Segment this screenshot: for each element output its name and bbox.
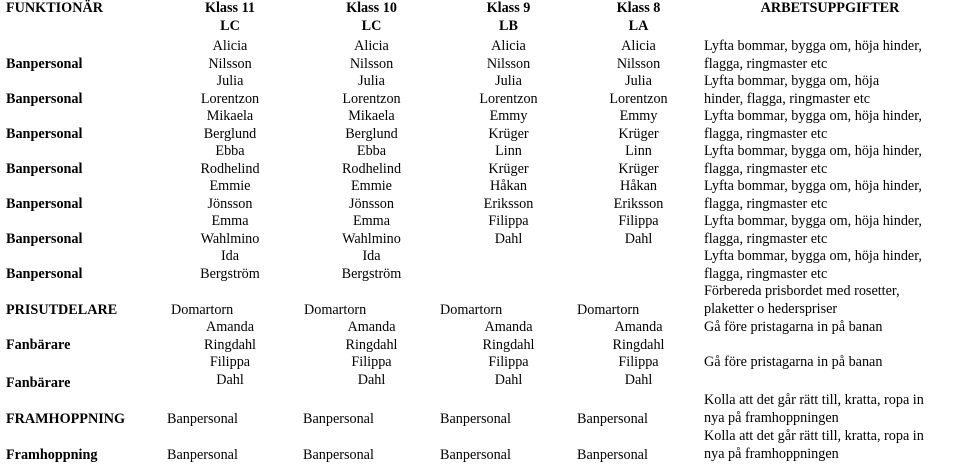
banpersonal-row (0, 213, 960, 248)
task-line: Kolla att det går rätt till, kratta, ropa in (704, 428, 924, 444)
last-name: Nilsson (208, 55, 252, 72)
header-class-11 (157, 0, 303, 38)
last-name: Ringdahl (612, 336, 665, 353)
task-line: Lyfta bommar, bygga om, höja hinder, (704, 248, 922, 264)
first-name: Mikaela (348, 108, 395, 124)
last-name: Ringdahl (203, 336, 257, 353)
first-name: Amanda (347, 319, 396, 335)
location-cell: Domartorn (171, 301, 234, 318)
last-name: Eriksson (483, 195, 534, 212)
task-line: plaketter o hederspriser (704, 300, 838, 317)
task-line: Kolla att det går rätt till, kratta, ropa in (704, 392, 924, 408)
last-name: Lorentzon (609, 90, 668, 107)
task-cell (700, 283, 960, 319)
assignment-cell: Banpersonal (167, 446, 238, 463)
name-cell (157, 38, 303, 73)
role-cell: PRISUTDELARE (6, 301, 118, 318)
first-name: Emma (211, 213, 249, 229)
last-name: Bergström (341, 265, 402, 282)
header-tasks (700, 0, 960, 38)
last-name: Eriksson (613, 195, 664, 212)
first-name: Alicia (491, 38, 526, 54)
header-class-code: LB (499, 17, 518, 34)
last-name: Jönsson (349, 195, 394, 212)
first-name: Filippa (618, 213, 659, 229)
last-name: Berglund (203, 125, 257, 142)
role-cell: Fanbärare (6, 374, 71, 391)
assignment-cell: Banpersonal (167, 410, 238, 427)
first-name: Emmie (351, 178, 392, 194)
name-cell (303, 73, 440, 108)
name-cell (303, 319, 440, 354)
task-line: flagga, ringmaster etc (704, 195, 828, 212)
first-name: Julia (358, 73, 385, 89)
task-line: Lyfta bommar, bygga om, höja hinder, (704, 178, 922, 194)
name-cell (577, 213, 700, 248)
first-name: Linn (625, 143, 652, 159)
last-name: Krüger (488, 160, 529, 177)
first-name: Filippa (351, 354, 392, 370)
first-name: Ebba (356, 143, 387, 159)
task-line: flagga, ringmaster etc (704, 55, 828, 72)
role-cell: Banpersonal (6, 265, 83, 282)
name-cell (157, 143, 303, 178)
name-cell (440, 143, 577, 178)
banpersonal-row (0, 38, 960, 73)
last-name: Wahlmino (342, 230, 401, 247)
task-line: Förbereda prisbordet med rosetter, (704, 283, 900, 299)
last-name: Lorentzon (200, 90, 260, 107)
name-cell (440, 354, 577, 392)
header-class-code: LC (220, 17, 240, 34)
banpersonal-row (0, 248, 960, 283)
last-name: Dahl (216, 371, 244, 388)
last-name: Dahl (494, 371, 523, 388)
task-cell (700, 38, 960, 73)
role-cell: Framhoppning (6, 446, 98, 463)
first-name: Mikaela (206, 108, 254, 124)
name-cell (577, 178, 700, 213)
name-cell (440, 108, 577, 143)
last-name: Bergström (200, 265, 260, 282)
first-name: Alicia (354, 38, 389, 54)
assignment-cell: Banpersonal (440, 410, 511, 427)
task-cell (700, 143, 960, 178)
task-line: hinder, flagga, ringmaster etc (704, 90, 871, 107)
task-line: flagga, ringmaster etc (704, 230, 828, 247)
fanbarare-row (0, 354, 960, 392)
last-name: Jönsson (207, 195, 253, 212)
task-line: flagga, ringmaster etc (704, 265, 828, 282)
first-name: Ida (220, 248, 240, 264)
assignment-cell: Banpersonal (303, 410, 374, 427)
task-line: flagga, ringmaster etc (704, 125, 828, 142)
header-class-code: LC (361, 17, 382, 34)
first-name: Filippa (488, 213, 529, 229)
first-name: Linn (495, 143, 522, 159)
location-cell: Domartorn (577, 301, 640, 318)
name-cell (303, 248, 440, 283)
first-name: Alicia (212, 38, 248, 54)
assignment-cell: Banpersonal (303, 446, 374, 463)
task-cell (700, 248, 960, 283)
role-cell: Fanbärare (6, 336, 71, 353)
task-line: Lyfta bommar, bygga om, höja hinder, (704, 143, 922, 159)
framhoppning-row (0, 428, 960, 464)
header-role (0, 0, 157, 38)
last-name: Wahlmino (200, 230, 260, 247)
last-name: Krüger (618, 160, 659, 177)
first-name: Amanda (484, 319, 533, 335)
first-name: Emmie (209, 178, 251, 194)
first-name: Håkan (489, 178, 528, 194)
first-name: Amanda (205, 319, 255, 335)
first-name: Håkan (619, 178, 658, 194)
first-name: Filippa (209, 354, 251, 370)
last-name: Ringdahl (482, 336, 535, 353)
role-cell: Banpersonal (6, 125, 83, 142)
task-cell (700, 213, 960, 248)
name-cell (157, 213, 303, 248)
task-line: nya på framhoppningen (704, 445, 839, 462)
first-name: Julia (216, 73, 244, 89)
banpersonal-row (0, 108, 960, 143)
last-name: Ringdahl (345, 336, 398, 353)
task-cell (700, 392, 960, 428)
name-cell (157, 73, 303, 108)
header-class-10 (303, 0, 440, 38)
banpersonal-row (0, 73, 960, 108)
name-cell (440, 38, 577, 73)
name-cell (157, 354, 303, 392)
banpersonal-row (0, 178, 960, 213)
framhoppning-row (0, 392, 960, 428)
first-name: Emmy (489, 108, 528, 124)
name-cell (157, 178, 303, 213)
first-name: Emma (352, 213, 391, 229)
header-tasks-label: ARBETSUPPGIFTER (760, 0, 900, 16)
task-cell (700, 108, 960, 143)
header-role-label: FUNKTIONÄR (6, 0, 103, 16)
name-cell (303, 143, 440, 178)
task-cell: Gå före pristagarna in på banan (704, 354, 883, 370)
last-name: Nilsson (486, 55, 531, 72)
name-cell (440, 213, 577, 248)
last-name: Nilsson (349, 55, 394, 72)
first-name: Ebba (215, 143, 245, 159)
header-class-code: LA (628, 17, 649, 34)
name-cell (157, 248, 303, 283)
last-name: Dahl (357, 371, 386, 388)
task-line: flagga, ringmaster etc (704, 160, 828, 177)
assignment-cell: Banpersonal (440, 446, 511, 463)
role-cell: Banpersonal (6, 195, 83, 212)
role-cell: Banpersonal (6, 160, 83, 177)
first-name: Amanda (614, 319, 663, 335)
prisutdelare-row (0, 283, 960, 319)
name-cell (577, 108, 700, 143)
last-name: Krüger (488, 125, 529, 142)
task-cell (700, 73, 960, 108)
last-name: Berglund (345, 125, 398, 142)
first-name: Ida (362, 248, 381, 264)
task-line: Lyfta bommar, bygga om, höja (704, 73, 880, 89)
fanbarare-row (0, 319, 960, 354)
task-line: Lyfta bommar, bygga om, höja hinder, (704, 108, 922, 124)
task-cell (700, 428, 960, 464)
role-cell: Banpersonal (6, 55, 83, 72)
name-cell (577, 38, 700, 73)
name-cell (440, 73, 577, 108)
first-name: Julia (625, 73, 652, 89)
task-line: Lyfta bommar, bygga om, höja hinder, (704, 38, 922, 54)
last-name: Dahl (624, 371, 653, 388)
name-cell (577, 354, 700, 392)
header-class-name: Klass 9 (486, 0, 531, 16)
banpersonal-row (0, 143, 960, 178)
first-name: Emmy (619, 108, 658, 124)
name-cell (157, 319, 303, 354)
first-name: Filippa (488, 354, 529, 370)
first-name: Alicia (621, 38, 656, 54)
task-line: Lyfta bommar, bygga om, höja hinder, (704, 213, 922, 229)
name-cell (303, 213, 440, 248)
role-cell: Banpersonal (6, 90, 83, 107)
name-cell (303, 178, 440, 213)
header-class-8 (577, 0, 700, 38)
name-cell (440, 178, 577, 213)
name-cell (577, 319, 700, 354)
assignment-cell: Banpersonal (577, 446, 648, 463)
header-row (0, 0, 960, 38)
location-cell: Domartorn (304, 301, 367, 318)
assignment-cell: Banpersonal (577, 410, 648, 427)
last-name: Dahl (624, 230, 653, 247)
header-class-9 (440, 0, 577, 38)
last-name: Lorentzon (342, 90, 401, 107)
task-line: nya på framhoppningen (704, 409, 839, 426)
first-name: Filippa (618, 354, 659, 370)
last-name: Dahl (494, 230, 523, 247)
name-cell (303, 354, 440, 392)
header-class-name: Klass 10 (346, 0, 397, 16)
name-cell (577, 73, 700, 108)
last-name: Nilsson (616, 55, 661, 72)
last-name: Krüger (618, 125, 659, 142)
last-name: Lorentzon (479, 90, 538, 107)
name-cell (157, 108, 303, 143)
task-cell: Gå före pristagarna in på banan (704, 319, 883, 335)
name-cell (577, 248, 700, 283)
last-name: Rodhelind (200, 160, 260, 177)
name-cell (303, 38, 440, 73)
name-cell (303, 108, 440, 143)
task-cell (700, 178, 960, 213)
role-cell: Banpersonal (6, 230, 83, 247)
name-cell (440, 319, 577, 354)
header-class-name: Klass 11 (204, 0, 256, 16)
location-cell: Domartorn (440, 301, 503, 318)
name-cell (440, 248, 577, 283)
name-cell (577, 143, 700, 178)
role-cell: FRAMHOPPNING (6, 410, 126, 427)
first-name: Julia (495, 73, 522, 89)
header-class-name: Klass 8 (616, 0, 661, 16)
last-name: Rodhelind (341, 160, 402, 177)
